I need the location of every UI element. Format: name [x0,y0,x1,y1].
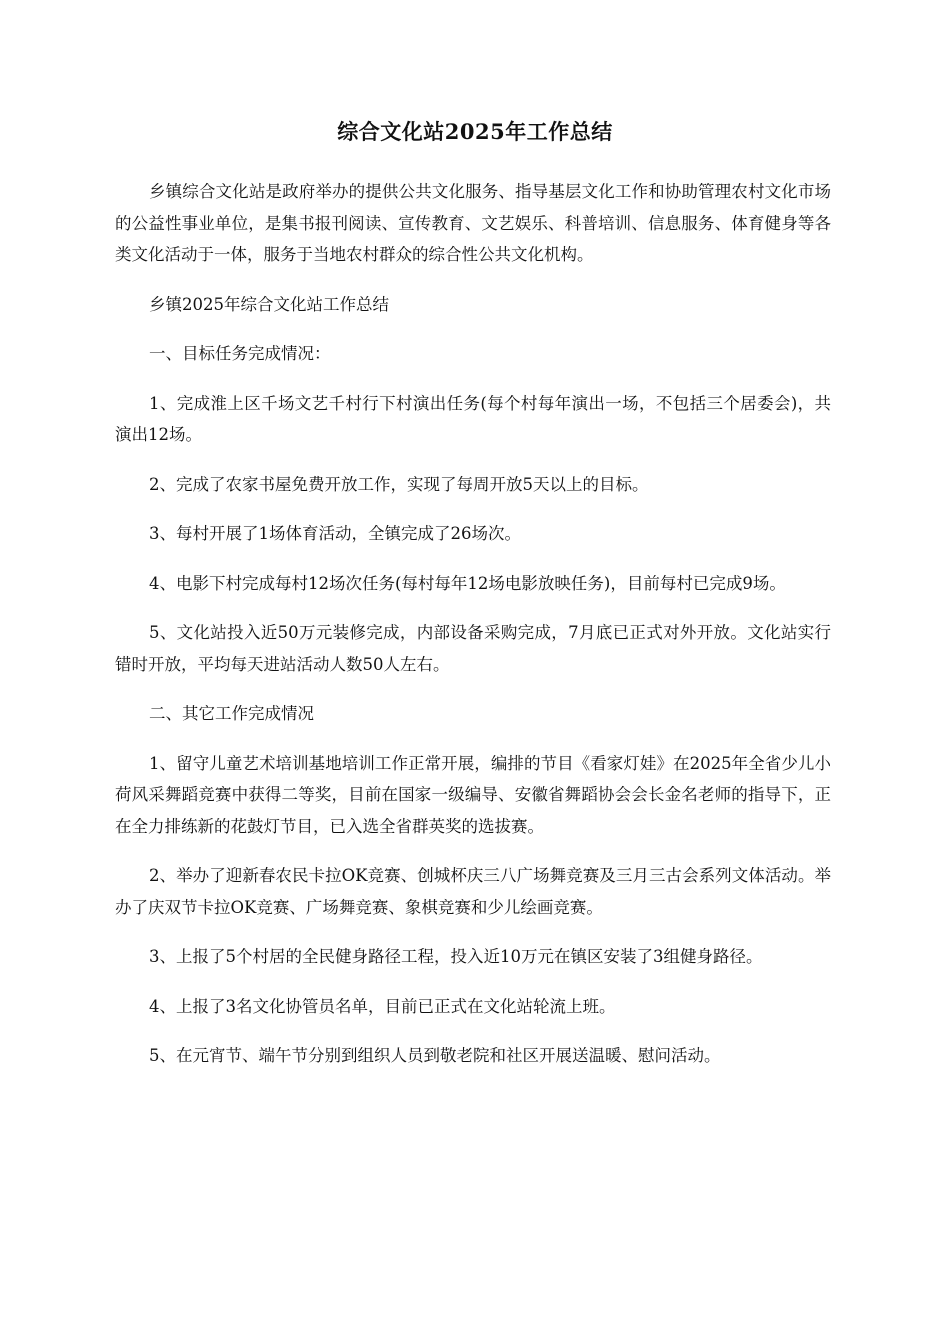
other-item-5: 5、在元宵节、端午节分别到组织人员到敬老院和社区开展送温暖、慰问活动。 [149,1046,721,1065]
other-item-1: 1、留守儿童艺术培训基地培训工作正常开展，编排的节目《看家灯娃》在2025年全省少儿小荷风采舞蹈竞赛中获得二等奖，目前在国家一级编导、安徽省舞蹈协会会长金名老师的指导下，正在全力排练新的花鼓灯节目，已入选全省群英奖的选拔赛。 [115,753,831,836]
section-heading-other: 二、其它工作完成情况 [149,704,314,723]
other-item-3: 3、上报了5个村居的全民健身路径工程，投入近10万元在镇区安装了3组健身路径。 [149,947,763,966]
document-title: 综合文化站2025年工作总结 [337,119,613,144]
intro-paragraph: 乡镇综合文化站是政府举办的提供公共文化服务、指导基层文化工作和协助管理农村文化市场的公益性事业单位，是集书报刊阅读、宣传教育、文艺娱乐、科普培训、信息服务、体育健身等各类文化活动于一体，服务于当地农村群众的综合性公共文化机构。 [115,182,831,264]
goal-item-5: 5、文化站投入近50万元装修完成，内部设备采购完成，7月底已正式对外开放。文化站实行错时开放，平均每天进站活动人数50人左右。 [115,623,831,674]
other-item-4: 4、上报了3名文化协管员名单，目前已正式在文化站轮流上班。 [149,996,616,1016]
subtitle-paragraph: 乡镇2025年综合文化站工作总结 [149,294,389,314]
other-item-2: 2、举办了迎新春农民卡拉OK竞赛、创城杯庆三八广场舞竞赛及三月三古会系列文体活动。举办了庆双节卡拉OK竞赛、广场舞竞赛、象棋竞赛和少儿绘画竞赛。 [115,866,831,917]
goal-item-4: 4、电影下村完成每村12场次任务(每村每年12场电影放映任务)，目前每村已完成9场。 [149,573,786,593]
goal-item-3: 3、每村开展了1场体育活动，全镇完成了26场次。 [149,524,521,543]
section-heading-goals: 一、目标任务完成情况： [149,344,331,363]
document-body [115,176,831,1090]
goal-item-2: 2、完成了农家书屋免费开放工作，实现了每周开放5天以上的目标。 [149,474,649,494]
goal-item-1: 1、完成淮上区千场文艺千村行下村演出任务(每个村每年演出一场，不包括三个居委会)，共演出12场。 [115,393,831,444]
